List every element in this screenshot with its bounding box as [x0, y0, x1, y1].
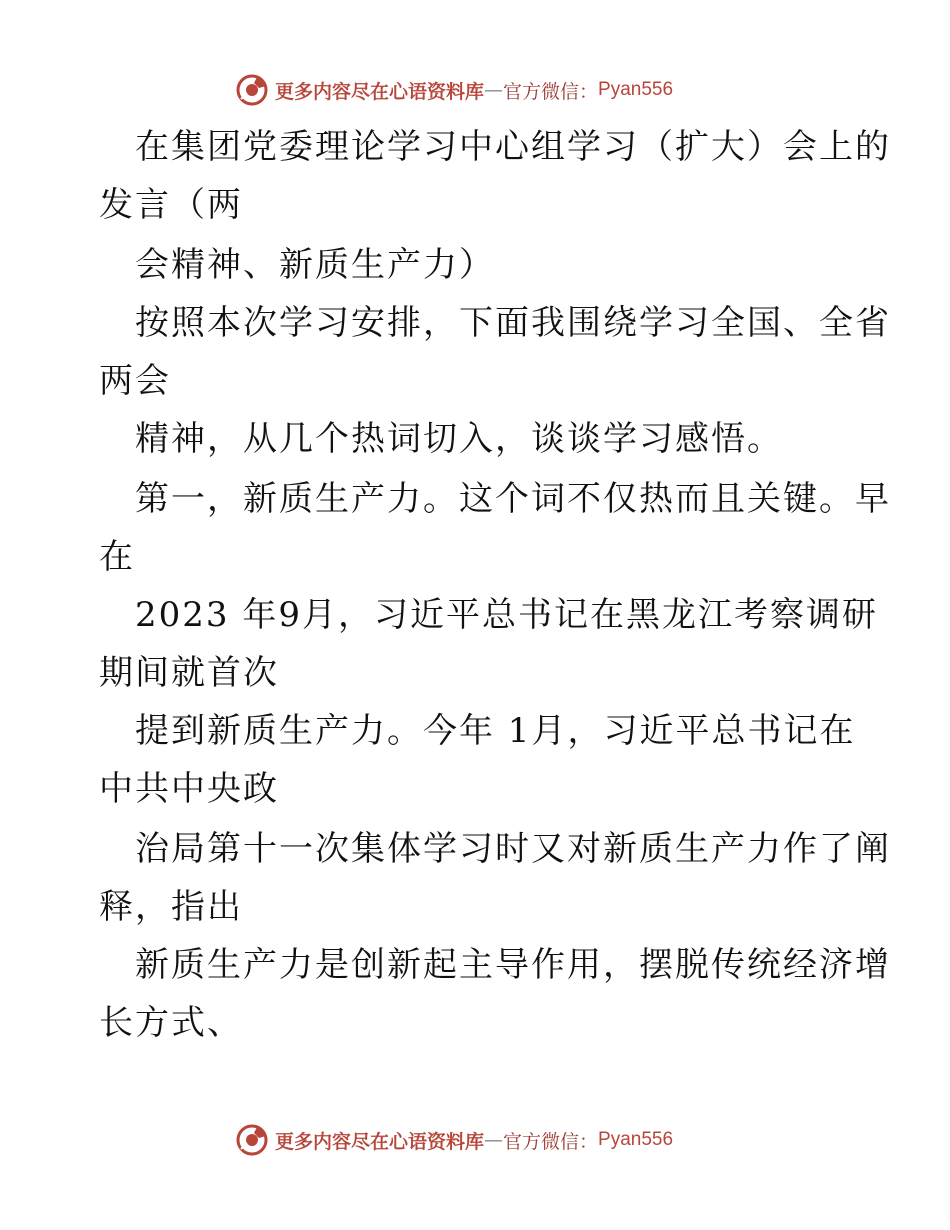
- watermark-brand: 更多内容尽在心语资料库: [275, 80, 485, 103]
- footer-watermark: [235, 1122, 755, 1158]
- header-watermark: [235, 72, 755, 108]
- text-line: 期间就首次: [99, 653, 279, 693]
- pen-logo-icon: [235, 73, 269, 107]
- watermark-label: 官方微信：: [503, 80, 599, 103]
- watermark-separator: —: [484, 79, 504, 101]
- watermark-brand: 更多内容尽在心语资料库: [275, 1130, 485, 1153]
- text-line: 发言（两: [99, 185, 243, 225]
- text-line: 第一，新质生产力。这个词不仅热而且关键。早: [135, 479, 891, 519]
- text-line: 中共中央政: [99, 769, 279, 809]
- watermark-wechat-id: Pyan556: [598, 79, 674, 100]
- text-line: 按照本次学习安排，下面我围绕学习全国、全省: [135, 303, 891, 343]
- text-line: 两会: [99, 361, 171, 401]
- text-line: 精神，从几个热词切入，谈谈学习感悟。: [135, 419, 783, 459]
- text-line: 在集团党委理论学习中心组学习（扩大）会上的: [135, 127, 891, 167]
- text-line: 长方式、: [99, 1003, 243, 1043]
- text-line: 提到新质生产力。今年 1月，习近平总书记在: [135, 711, 856, 751]
- text-line: 释，指出: [99, 887, 243, 927]
- text-line: 在: [99, 537, 135, 577]
- text-line: 治局第十一次集体学习时又对新质生产力作了阐: [135, 829, 891, 869]
- watermark-label: 官方微信：: [503, 1130, 599, 1153]
- text-line: 新质生产力是创新起主导作用，摆脱传统经济增: [135, 945, 891, 985]
- text-line: 会精神、新质生产力）: [135, 245, 495, 285]
- pen-logo-icon: [235, 1123, 269, 1157]
- watermark-wechat-id: Pyan556: [598, 1129, 674, 1150]
- watermark-separator: —: [484, 1129, 504, 1151]
- text-line: 2023 年9月，习近平总书记在黑龙江考察调研: [135, 595, 878, 635]
